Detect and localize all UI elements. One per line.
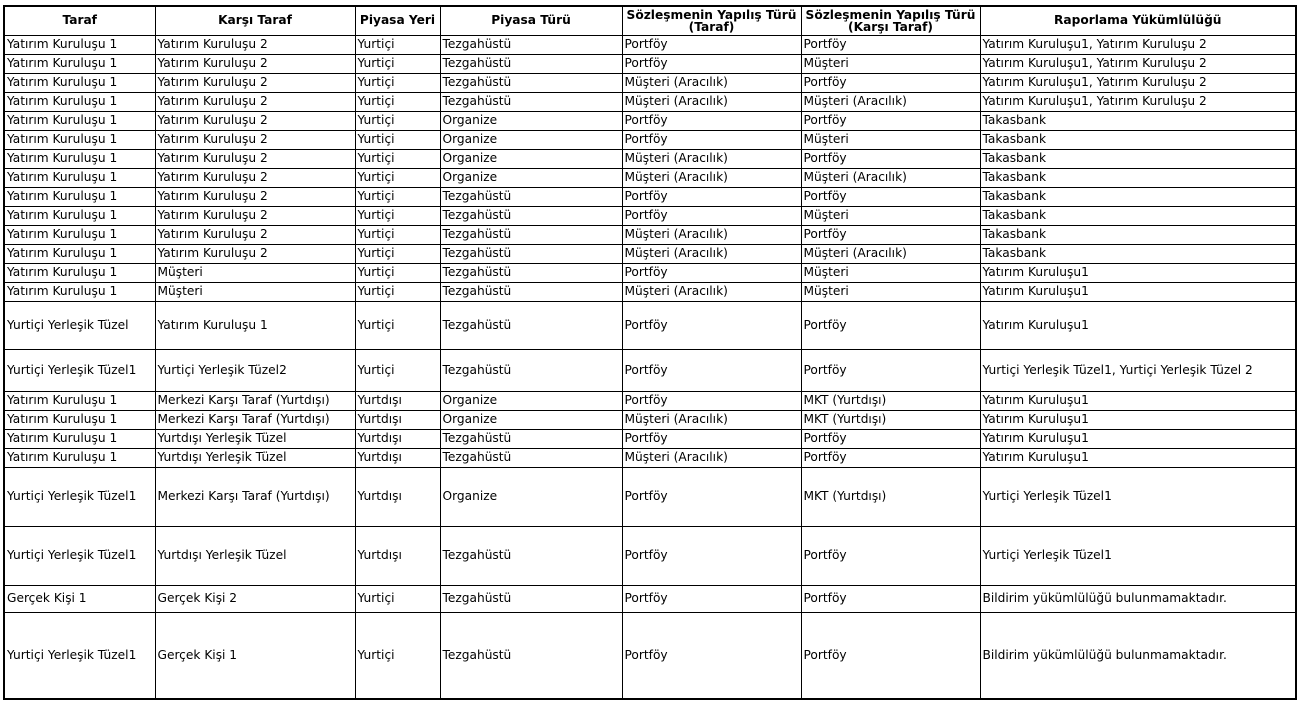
cell-karsi-taraf: Yatırım Kuruluşu 2 (155, 225, 355, 244)
cell-yapilis-turu-karsi-taraf: Müşteri (801, 206, 980, 225)
cell-taraf: Yurtiçi Yerleşik Tüzel1 (4, 467, 155, 526)
table-row (4, 130, 1296, 149)
cell-yapilis-turu-karsi-taraf: Müşteri (Aracılık) (801, 168, 980, 187)
cell-taraf: Yatırım Kuruluşu 1 (4, 168, 155, 187)
cell-raporlama-yukumlulugu: Yatırım Kuruluşu1 (980, 391, 1296, 410)
cell-karsi-taraf: Yatırım Kuruluşu 2 (155, 206, 355, 225)
cell-taraf: Yatırım Kuruluşu 1 (4, 206, 155, 225)
cell-yapilis-turu-karsi-taraf: Portföy (801, 612, 980, 699)
cell-raporlama-yukumlulugu: Yatırım Kuruluşu1 (980, 410, 1296, 429)
cell-taraf: Yatırım Kuruluşu 1 (4, 73, 155, 92)
cell-taraf: Yatırım Kuruluşu 1 (4, 391, 155, 410)
cell-yapilis-turu-karsi-taraf: Portföy (801, 429, 980, 448)
cell-piyasa-yeri: Yurtiçi (355, 349, 440, 391)
cell-karsi-taraf: Gerçek Kişi 2 (155, 585, 355, 612)
cell-yapilis-turu-karsi-taraf: Müşteri (801, 263, 980, 282)
cell-yapilis-turu-taraf: Portföy (622, 301, 801, 349)
cell-taraf: Yurtiçi Yerleşik Tüzel1 (4, 349, 155, 391)
cell-taraf: Yatırım Kuruluşu 1 (4, 244, 155, 263)
cell-karsi-taraf: Merkezi Karşı Taraf (Yurtdışı) (155, 391, 355, 410)
cell-piyasa-yeri: Yurtdışı (355, 429, 440, 448)
cell-karsi-taraf: Müşteri (155, 263, 355, 282)
cell-taraf: Yatırım Kuruluşu 1 (4, 187, 155, 206)
cell-piyasa-turu: Tezgahüstü (440, 301, 622, 349)
cell-piyasa-turu: Tezgahüstü (440, 585, 622, 612)
cell-karsi-taraf: Yatırım Kuruluşu 2 (155, 92, 355, 111)
cell-yapilis-turu-karsi-taraf: Portföy (801, 149, 980, 168)
cell-yapilis-turu-taraf: Portföy (622, 263, 801, 282)
cell-taraf: Yurtiçi Yerleşik Tüzel1 (4, 612, 155, 699)
header-taraf: Taraf (4, 6, 155, 35)
cell-yapilis-turu-karsi-taraf: Portföy (801, 585, 980, 612)
cell-piyasa-yeri: Yurtdışı (355, 391, 440, 410)
cell-raporlama-yukumlulugu: Takasbank (980, 206, 1296, 225)
cell-piyasa-turu: Tezgahüstü (440, 54, 622, 73)
header-row (4, 6, 1296, 35)
cell-piyasa-yeri: Yurtdışı (355, 448, 440, 467)
cell-yapilis-turu-karsi-taraf: Portföy (801, 448, 980, 467)
cell-raporlama-yukumlulugu: Takasbank (980, 111, 1296, 130)
cell-yapilis-turu-karsi-taraf: Müşteri (801, 130, 980, 149)
cell-piyasa-turu: Tezgahüstü (440, 92, 622, 111)
cell-piyasa-yeri: Yurtiçi (355, 54, 440, 73)
cell-taraf: Yatırım Kuruluşu 1 (4, 35, 155, 54)
cell-piyasa-turu: Organize (440, 168, 622, 187)
header-karsi-taraf: Karşı Taraf (155, 6, 355, 35)
cell-taraf: Yatırım Kuruluşu 1 (4, 410, 155, 429)
cell-yapilis-turu-karsi-taraf: Portföy (801, 187, 980, 206)
cell-yapilis-turu-karsi-taraf: Portföy (801, 225, 980, 244)
cell-yapilis-turu-taraf: Müşteri (Aracılık) (622, 225, 801, 244)
cell-piyasa-turu: Tezgahüstü (440, 73, 622, 92)
header-raporlama-yukumlulugu: Raporlama Yükümlülüğü (980, 6, 1296, 35)
table-body (4, 35, 1296, 699)
table-row (4, 35, 1296, 54)
table-row (4, 467, 1296, 526)
cell-yapilis-turu-taraf: Müşteri (Aracılık) (622, 410, 801, 429)
cell-yapilis-turu-taraf: Portföy (622, 391, 801, 410)
cell-karsi-taraf: Yurtdışı Yerleşik Tüzel (155, 448, 355, 467)
cell-piyasa-turu: Tezgahüstü (440, 612, 622, 699)
table-row (4, 391, 1296, 410)
cell-piyasa-yeri: Yurtiçi (355, 225, 440, 244)
cell-piyasa-yeri: Yurtiçi (355, 263, 440, 282)
cell-piyasa-turu: Organize (440, 111, 622, 130)
cell-taraf: Yatırım Kuruluşu 1 (4, 225, 155, 244)
cell-yapilis-turu-karsi-taraf: Portföy (801, 73, 980, 92)
cell-yapilis-turu-taraf: Portföy (622, 612, 801, 699)
cell-piyasa-yeri: Yurtiçi (355, 585, 440, 612)
table-row (4, 225, 1296, 244)
cell-piyasa-yeri: Yurtiçi (355, 282, 440, 301)
cell-yapilis-turu-taraf: Portföy (622, 130, 801, 149)
table-row (4, 263, 1296, 282)
cell-raporlama-yukumlulugu: Yatırım Kuruluşu1 (980, 263, 1296, 282)
cell-piyasa-yeri: Yurtdışı (355, 526, 440, 585)
cell-yapilis-turu-taraf: Müşteri (Aracılık) (622, 282, 801, 301)
cell-taraf: Yurtiçi Yerleşik Tüzel (4, 301, 155, 349)
cell-yapilis-turu-taraf: Portföy (622, 349, 801, 391)
cell-taraf: Yatırım Kuruluşu 1 (4, 111, 155, 130)
table-row (4, 111, 1296, 130)
cell-piyasa-yeri: Yurtiçi (355, 35, 440, 54)
cell-raporlama-yukumlulugu: Yatırım Kuruluşu1 (980, 301, 1296, 349)
cell-piyasa-turu: Tezgahüstü (440, 429, 622, 448)
cell-raporlama-yukumlulugu: Yatırım Kuruluşu1, Yatırım Kuruluşu 2 (980, 92, 1296, 111)
table-row (4, 349, 1296, 391)
cell-yapilis-turu-karsi-taraf: Portföy (801, 111, 980, 130)
cell-karsi-taraf: Yatırım Kuruluşu 2 (155, 244, 355, 263)
cell-yapilis-turu-karsi-taraf: Müşteri (801, 54, 980, 73)
cell-yapilis-turu-taraf: Portföy (622, 526, 801, 585)
cell-yapilis-turu-taraf: Müşteri (Aracılık) (622, 168, 801, 187)
cell-raporlama-yukumlulugu: Bildirim yükümlülüğü bulunmamaktadır. (980, 585, 1296, 612)
cell-yapilis-turu-karsi-taraf: Portföy (801, 526, 980, 585)
table-row (4, 73, 1296, 92)
header-yapilis-turu-taraf: Sözleşmenin Yapılış Türü (Taraf) (622, 6, 801, 35)
cell-piyasa-turu: Tezgahüstü (440, 187, 622, 206)
cell-karsi-taraf: Yurtdışı Yerleşik Tüzel (155, 429, 355, 448)
cell-raporlama-yukumlulugu: Yatırım Kuruluşu1, Yatırım Kuruluşu 2 (980, 54, 1296, 73)
cell-raporlama-yukumlulugu: Takasbank (980, 130, 1296, 149)
cell-karsi-taraf: Yatırım Kuruluşu 2 (155, 111, 355, 130)
cell-karsi-taraf: Yatırım Kuruluşu 2 (155, 187, 355, 206)
cell-piyasa-turu: Tezgahüstü (440, 349, 622, 391)
cell-karsi-taraf: Yurtiçi Yerleşik Tüzel2 (155, 349, 355, 391)
table-row (4, 282, 1296, 301)
table-row (4, 244, 1296, 263)
cell-piyasa-yeri: Yurtdışı (355, 410, 440, 429)
cell-piyasa-yeri: Yurtiçi (355, 111, 440, 130)
cell-taraf: Yatırım Kuruluşu 1 (4, 130, 155, 149)
cell-piyasa-yeri: Yurtiçi (355, 301, 440, 349)
table-row (4, 206, 1296, 225)
cell-raporlama-yukumlulugu: Takasbank (980, 168, 1296, 187)
cell-karsi-taraf: Yatırım Kuruluşu 2 (155, 54, 355, 73)
cell-yapilis-turu-karsi-taraf: Portföy (801, 35, 980, 54)
cell-piyasa-yeri: Yurtiçi (355, 92, 440, 111)
cell-yapilis-turu-taraf: Portföy (622, 429, 801, 448)
cell-yapilis-turu-karsi-taraf: Müşteri (Aracılık) (801, 244, 980, 263)
cell-yapilis-turu-karsi-taraf: MKT (Yurtdışı) (801, 467, 980, 526)
cell-piyasa-turu: Tezgahüstü (440, 206, 622, 225)
table-row (4, 54, 1296, 73)
cell-karsi-taraf: Yatırım Kuruluşu 1 (155, 301, 355, 349)
table-row (4, 410, 1296, 429)
cell-yapilis-turu-taraf: Portföy (622, 35, 801, 54)
table-row (4, 92, 1296, 111)
cell-yapilis-turu-taraf: Müşteri (Aracılık) (622, 92, 801, 111)
cell-piyasa-turu: Tezgahüstü (440, 225, 622, 244)
cell-piyasa-turu: Tezgahüstü (440, 526, 622, 585)
cell-yapilis-turu-karsi-taraf: MKT (Yurtdışı) (801, 410, 980, 429)
cell-karsi-taraf: Yatırım Kuruluşu 2 (155, 130, 355, 149)
cell-piyasa-yeri: Yurtiçi (355, 168, 440, 187)
table-row (4, 585, 1296, 612)
cell-taraf: Yatırım Kuruluşu 1 (4, 263, 155, 282)
cell-taraf: Yatırım Kuruluşu 1 (4, 54, 155, 73)
cell-piyasa-turu: Organize (440, 410, 622, 429)
cell-karsi-taraf: Yatırım Kuruluşu 2 (155, 73, 355, 92)
cell-raporlama-yukumlulugu: Bildirim yükümlülüğü bulunmamaktadır. (980, 612, 1296, 699)
cell-raporlama-yukumlulugu: Yatırım Kuruluşu1, Yatırım Kuruluşu 2 (980, 73, 1296, 92)
cell-raporlama-yukumlulugu: Takasbank (980, 149, 1296, 168)
cell-yapilis-turu-taraf: Müşteri (Aracılık) (622, 149, 801, 168)
cell-raporlama-yukumlulugu: Takasbank (980, 225, 1296, 244)
cell-raporlama-yukumlulugu: Yurtiçi Yerleşik Tüzel1 (980, 526, 1296, 585)
table-row (4, 187, 1296, 206)
cell-yapilis-turu-taraf: Portföy (622, 187, 801, 206)
cell-yapilis-turu-taraf: Portföy (622, 585, 801, 612)
table-row (4, 612, 1296, 699)
cell-yapilis-turu-taraf: Portföy (622, 206, 801, 225)
cell-yapilis-turu-taraf: Müşteri (Aracılık) (622, 73, 801, 92)
cell-raporlama-yukumlulugu: Yatırım Kuruluşu1, Yatırım Kuruluşu 2 (980, 35, 1296, 54)
cell-karsi-taraf: Yatırım Kuruluşu 2 (155, 35, 355, 54)
header-yapilis-turu-karsi-taraf: Sözleşmenin Yapılış Türü (Karşı Taraf) (801, 6, 980, 35)
cell-taraf: Yatırım Kuruluşu 1 (4, 92, 155, 111)
cell-piyasa-yeri: Yurtiçi (355, 149, 440, 168)
cell-piyasa-yeri: Yurtiçi (355, 130, 440, 149)
cell-piyasa-turu: Organize (440, 130, 622, 149)
cell-piyasa-turu: Tezgahüstü (440, 35, 622, 54)
table-row (4, 526, 1296, 585)
table-row (4, 168, 1296, 187)
cell-piyasa-turu: Tezgahüstü (440, 448, 622, 467)
cell-taraf: Yurtiçi Yerleşik Tüzel1 (4, 526, 155, 585)
cell-piyasa-yeri: Yurtiçi (355, 244, 440, 263)
cell-raporlama-yukumlulugu: Yurtiçi Yerleşik Tüzel1 (980, 467, 1296, 526)
cell-raporlama-yukumlulugu: Yatırım Kuruluşu1 (980, 429, 1296, 448)
cell-raporlama-yukumlulugu: Yurtiçi Yerleşik Tüzel1, Yurtiçi Yerleşik Tüzel 2 (980, 349, 1296, 391)
cell-piyasa-turu: Organize (440, 149, 622, 168)
cell-karsi-taraf: Yatırım Kuruluşu 2 (155, 149, 355, 168)
cell-raporlama-yukumlulugu: Takasbank (980, 187, 1296, 206)
cell-yapilis-turu-taraf: Portföy (622, 111, 801, 130)
cell-piyasa-yeri: Yurtiçi (355, 187, 440, 206)
cell-yapilis-turu-karsi-taraf: Portföy (801, 349, 980, 391)
cell-piyasa-yeri: Yurtiçi (355, 612, 440, 699)
header-piyasa-turu: Piyasa Türü (440, 6, 622, 35)
cell-taraf: Yatırım Kuruluşu 1 (4, 448, 155, 467)
cell-piyasa-yeri: Yurtiçi (355, 206, 440, 225)
cell-yapilis-turu-karsi-taraf: MKT (Yurtdışı) (801, 391, 980, 410)
reporting-obligation-table (3, 5, 1297, 700)
cell-piyasa-turu: Organize (440, 391, 622, 410)
cell-taraf: Yatırım Kuruluşu 1 (4, 149, 155, 168)
cell-taraf: Gerçek Kişi 1 (4, 585, 155, 612)
cell-piyasa-turu: Tezgahüstü (440, 263, 622, 282)
cell-yapilis-turu-taraf: Portföy (622, 54, 801, 73)
table-row (4, 429, 1296, 448)
cell-piyasa-yeri: Yurtiçi (355, 73, 440, 92)
cell-karsi-taraf: Yatırım Kuruluşu 2 (155, 168, 355, 187)
cell-karsi-taraf: Müşteri (155, 282, 355, 301)
cell-piyasa-turu: Tezgahüstü (440, 282, 622, 301)
table-row (4, 448, 1296, 467)
cell-karsi-taraf: Yurtdışı Yerleşik Tüzel (155, 526, 355, 585)
cell-piyasa-turu: Organize (440, 467, 622, 526)
cell-piyasa-turu: Tezgahüstü (440, 244, 622, 263)
cell-yapilis-turu-taraf: Portföy (622, 467, 801, 526)
table-row (4, 149, 1296, 168)
cell-karsi-taraf: Gerçek Kişi 1 (155, 612, 355, 699)
cell-raporlama-yukumlulugu: Yatırım Kuruluşu1 (980, 448, 1296, 467)
cell-piyasa-yeri: Yurtdışı (355, 467, 440, 526)
cell-yapilis-turu-taraf: Müşteri (Aracılık) (622, 244, 801, 263)
cell-taraf: Yatırım Kuruluşu 1 (4, 282, 155, 301)
cell-yapilis-turu-taraf: Müşteri (Aracılık) (622, 448, 801, 467)
cell-yapilis-turu-karsi-taraf: Müşteri (801, 282, 980, 301)
cell-taraf: Yatırım Kuruluşu 1 (4, 429, 155, 448)
cell-karsi-taraf: Merkezi Karşı Taraf (Yurtdışı) (155, 467, 355, 526)
cell-yapilis-turu-karsi-taraf: Portföy (801, 301, 980, 349)
cell-karsi-taraf: Merkezi Karşı Taraf (Yurtdışı) (155, 410, 355, 429)
cell-raporlama-yukumlulugu: Takasbank (980, 244, 1296, 263)
cell-yapilis-turu-karsi-taraf: Müşteri (Aracılık) (801, 92, 980, 111)
table-row (4, 301, 1296, 349)
cell-raporlama-yukumlulugu: Yatırım Kuruluşu1 (980, 282, 1296, 301)
header-piyasa-yeri: Piyasa Yeri (355, 6, 440, 35)
